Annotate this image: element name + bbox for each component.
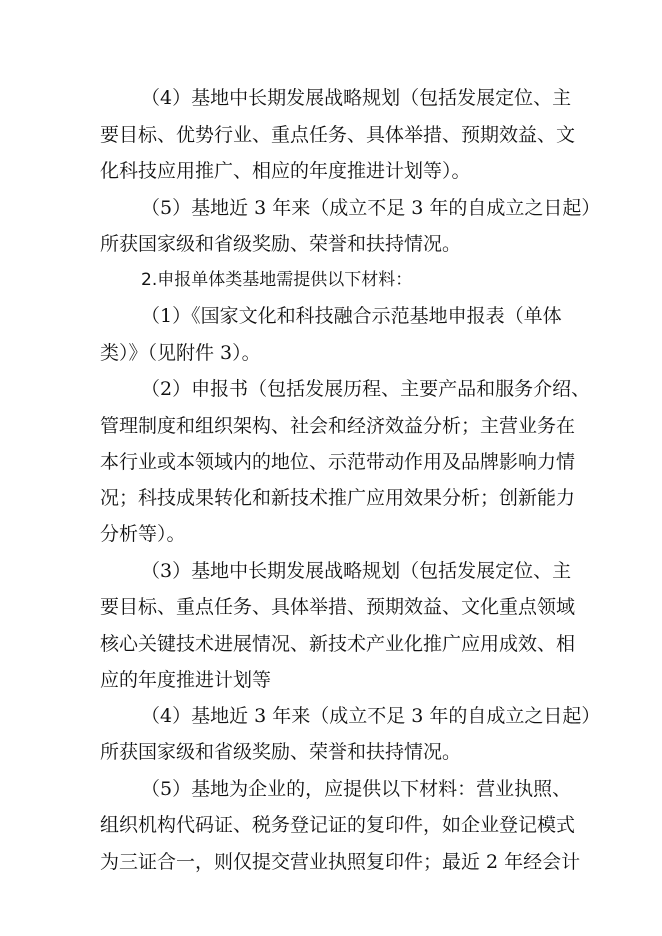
paragraph-line: 化科技应用推广、相应的年度推进计划等）。 bbox=[100, 160, 471, 182]
paragraph-line: 为三证合一，则仅提交营业执照复印件；最近 2 年经会计 bbox=[100, 851, 581, 873]
paragraph-line: 类）》（见附件 3）。 bbox=[100, 342, 261, 364]
paragraph-line: 所获国家级和省级奖励、荣誉和扶持情况。 bbox=[100, 741, 462, 763]
paragraph-line: 要目标、优势行业、重点任务、具体举措、预期效益、文 bbox=[100, 124, 576, 146]
paragraph-line: 要目标、重点任务、具体举措、预期效益、文化重点领域 bbox=[100, 596, 576, 618]
paragraph-line: （3）基地中长期发展战略规划（包括发展定位、主 bbox=[141, 560, 572, 582]
paragraph-line: 管理制度和组织架构、社会和经济效益分析；主营业务在 bbox=[100, 415, 576, 437]
paragraph-line: 况；科技成果转化和新技术推广应用效果分析；创新能力 bbox=[100, 487, 576, 509]
paragraph-line: （4）基地近 3 年来（成立不足 3 年的自成立之日起） bbox=[141, 705, 601, 727]
paragraph-line: 应的年度推进计划等 bbox=[100, 669, 272, 691]
paragraph-line: 所获国家级和省级奖励、荣誉和扶持情况。 bbox=[100, 233, 462, 255]
paragraph-line: （2）申报书（包括发展历程、主要产品和服务介绍、 bbox=[141, 378, 591, 400]
paragraph-line: （4）基地中长期发展战略规划（包括发展定位、主 bbox=[141, 87, 572, 109]
paragraph-line: 本行业或本领域内的地位、示范带动作用及品牌影响力情 bbox=[100, 451, 576, 473]
paragraph-line: （1）《国家文化和科技融合示范基地申报表（单体 bbox=[141, 305, 562, 327]
section-heading: 2.申报单体类基地需提供以下材料： bbox=[141, 270, 413, 290]
paragraph-line: （5）基地近 3 年来（成立不足 3 年的自成立之日起） bbox=[141, 197, 601, 219]
paragraph-line: 核心关键技术进展情况、新技术产业化推广应用成效、相 bbox=[100, 633, 576, 655]
paragraph-line: 分析等）。 bbox=[100, 523, 186, 545]
paragraph-line: 组织机构代码证、税务登记证的复印件，如企业登记模式 bbox=[100, 814, 576, 836]
paragraph-line: （5）基地为企业的，应提供以下材料：营业执照、 bbox=[141, 778, 572, 800]
